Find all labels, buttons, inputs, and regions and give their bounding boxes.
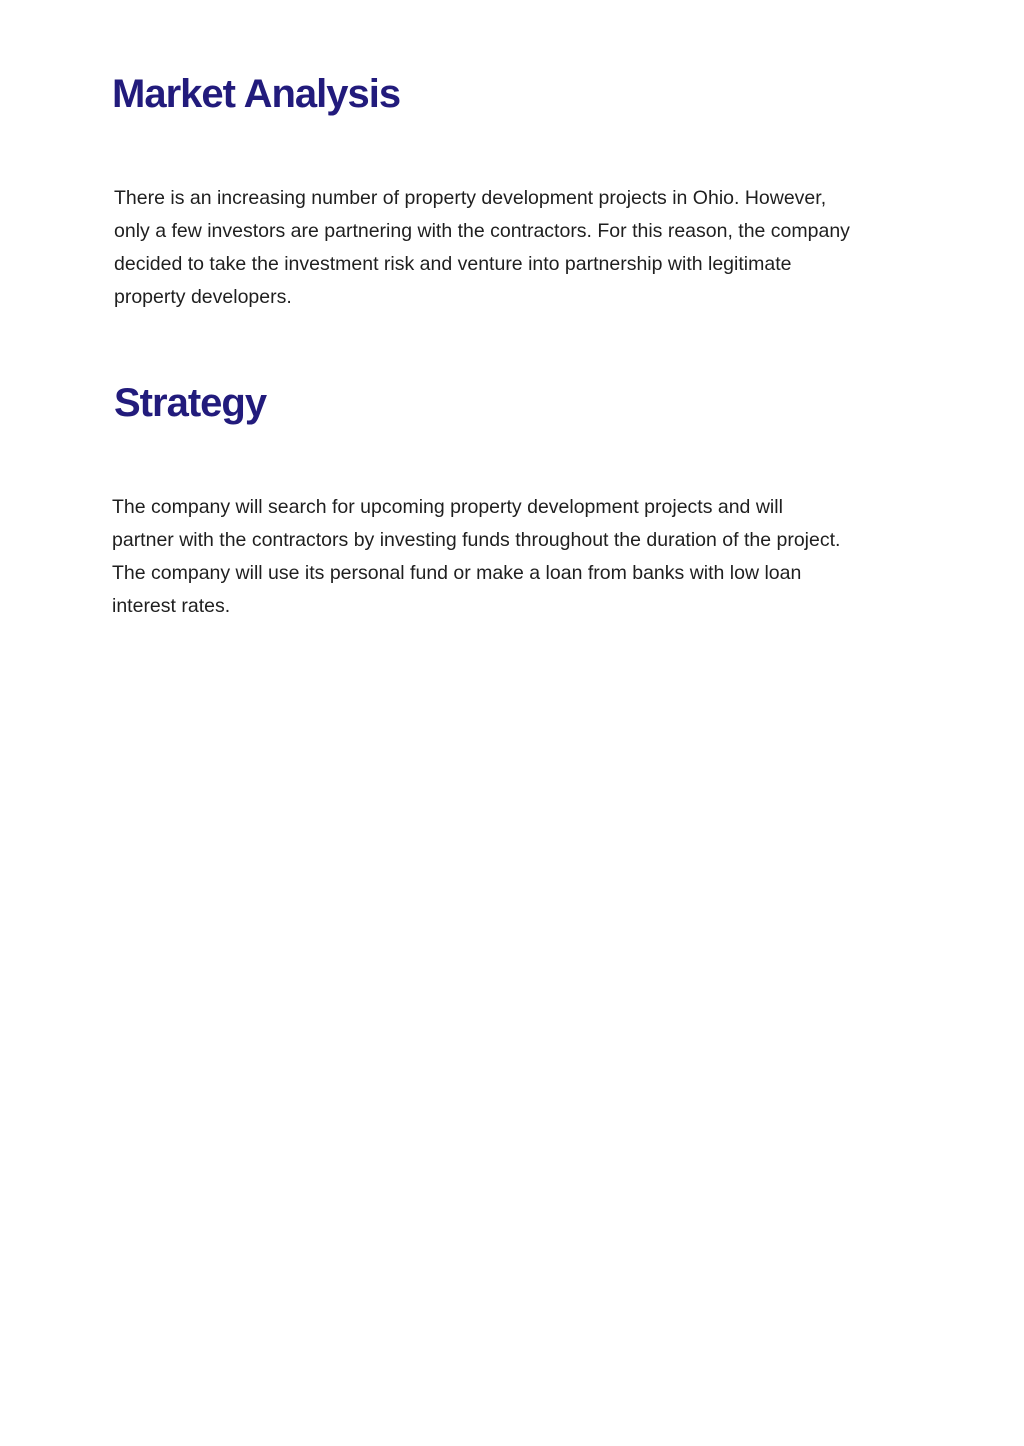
paragraph-line: There is an increasing number of property development projects in Ohio. However,: [114, 187, 827, 209]
market-analysis-paragraph: [114, 182, 924, 314]
section-heading-market-analysis: Market Analysis: [112, 72, 401, 116]
paragraph-line: decided to take the investment risk and venture into partnership with legitimate: [114, 253, 792, 275]
strategy-paragraph: [112, 491, 922, 623]
paragraph-line: The company will search for upcoming property development projects and will: [112, 496, 783, 518]
paragraph-line: partner with the contractors by investing funds throughout the duration of the project.: [112, 529, 841, 551]
paragraph-line: interest rates.: [112, 595, 231, 617]
section-heading-strategy: Strategy: [114, 381, 267, 425]
paragraph-line: The company will use its personal fund or make a loan from banks with low loan: [112, 562, 802, 584]
paragraph-line: only a few investors are partnering with the contractors. For this reason, the company: [114, 220, 850, 242]
paragraph-line: property developers.: [114, 286, 292, 308]
